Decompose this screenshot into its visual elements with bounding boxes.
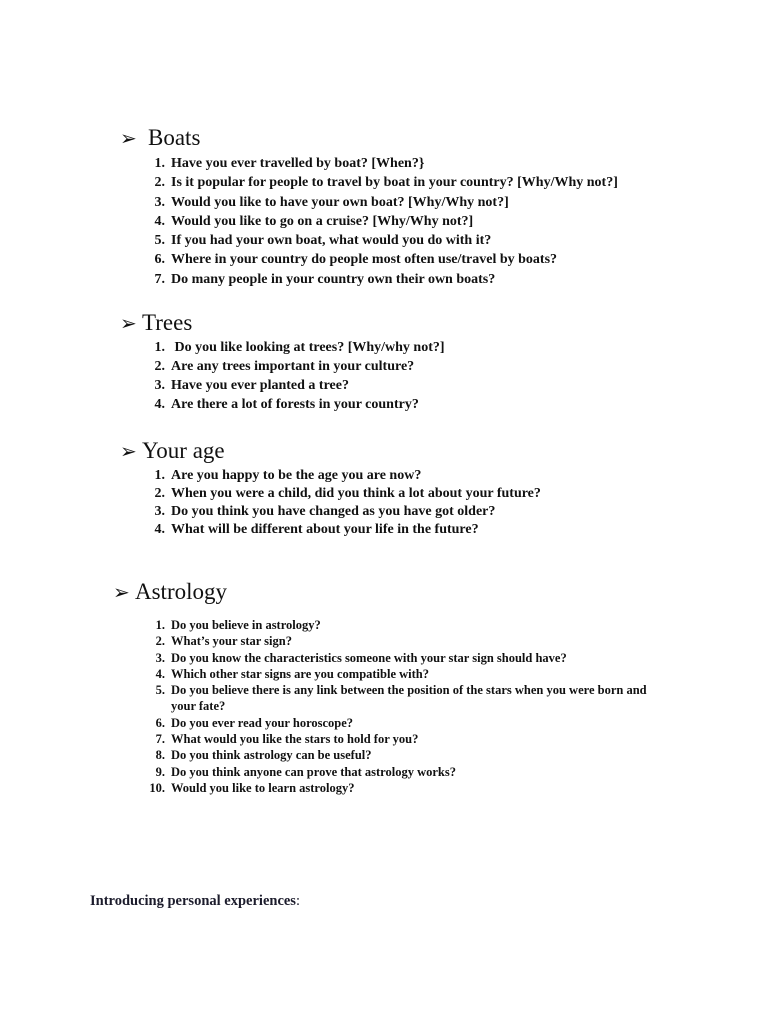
section-heading — [120, 437, 225, 466]
section-title: Trees — [142, 310, 193, 335]
item-number: 1. — [154, 340, 165, 355]
item-number: 2. — [154, 486, 165, 501]
section-heading — [120, 309, 192, 338]
item-text: Do you like looking at trees? [Why/why not?] — [171, 340, 445, 355]
item-number: 5. — [154, 233, 165, 249]
item-text: Do you ever read your horoscope? — [171, 715, 354, 730]
item-text: What will be different about your life in the future? — [171, 522, 479, 537]
section-title: Boats — [148, 125, 201, 150]
item-text: Have you ever planted a tree? — [171, 378, 349, 393]
section-your-age — [0, 437, 541, 537]
item-number: 3. — [155, 650, 165, 665]
footer-colon: : — [295, 893, 300, 909]
arrow-bullet-icon: ➢ — [120, 313, 137, 335]
item-text: Is it popular for people to travel by boat in your country? [Why/Why not?] — [171, 175, 618, 191]
arrow-bullet-icon: ➢ — [120, 441, 137, 463]
item-number: 10. — [149, 780, 165, 795]
arrow-bullet-icon: ➢ — [113, 582, 130, 604]
item-text: Do you know the characteristics someone with your star sign should have? — [171, 650, 567, 665]
item-number: 4. — [154, 397, 165, 412]
item-text: Do many people in your country own their own boats? — [171, 271, 496, 287]
item-text: What’s your star sign? — [171, 634, 292, 649]
item-number: 1. — [154, 468, 165, 483]
section-heading — [113, 578, 227, 607]
item-number: 8. — [155, 748, 165, 763]
item-number: 1. — [154, 156, 165, 171]
item-number: 6. — [155, 715, 165, 730]
item-text: When you were a child, did you think a lot about your future? — [171, 486, 541, 501]
item-number: 3. — [154, 378, 165, 393]
item-text: Are there a lot of forests in your country? — [171, 397, 419, 412]
item-text: Do you believe in astrology? — [171, 618, 321, 632]
section-title: Astrology — [135, 579, 227, 604]
footer-label: Introducing personal experiences — [90, 893, 296, 909]
footer-heading — [90, 891, 300, 911]
item-number: 2. — [155, 634, 165, 649]
item-text: Are you happy to be the age you are now? — [171, 468, 422, 483]
arrow-bullet-icon: ➢ — [120, 128, 137, 150]
item-text: If you had your own boat, what would you do with it? — [171, 233, 492, 249]
item-text: Would you like to go on a cruise? [Why/Why not?] — [171, 213, 474, 229]
item-text: Do you believe there is any link between the position of the stars when you were born and your fate? — [171, 683, 647, 714]
item-number: 6. — [154, 252, 165, 268]
section-boats — [0, 124, 618, 287]
item-text: Would you like to have your own boat? [Why/Why not?] — [171, 194, 509, 210]
item-text: Do you think anyone can prove that astrology works? — [171, 764, 456, 779]
section-trees — [0, 309, 445, 412]
item-text: Do you think astrology can be useful? — [171, 748, 372, 763]
item-text: Are any trees important in your culture? — [171, 359, 415, 374]
item-text: What would you like the stars to hold for you? — [171, 732, 419, 747]
item-number: 3. — [154, 194, 165, 210]
item-number: 3. — [154, 504, 165, 519]
item-number: 4. — [155, 666, 165, 681]
section-heading — [120, 124, 200, 153]
item-number: 5. — [155, 683, 165, 698]
item-number: 4. — [154, 522, 165, 537]
item-number: 7. — [155, 732, 165, 747]
item-number: 2. — [154, 175, 165, 191]
item-text: Would you like to learn astrology? — [171, 780, 355, 795]
item-number: 2. — [154, 359, 165, 374]
item-text: Where in your country do people most often use/travel by boats? — [171, 252, 558, 268]
item-text: Have you ever travelled by boat? [When?} — [171, 156, 425, 171]
item-number: 4. — [154, 213, 165, 229]
section-title: Your age — [142, 438, 225, 463]
section-astrology — [0, 578, 647, 795]
item-text: Which other star signs are you compatible with? — [171, 666, 429, 681]
item-number: 7. — [154, 271, 165, 287]
item-text: Do you think you have changed as you have got older? — [171, 504, 496, 519]
item-number: 9. — [155, 764, 165, 779]
item-number: 1. — [155, 618, 165, 632]
